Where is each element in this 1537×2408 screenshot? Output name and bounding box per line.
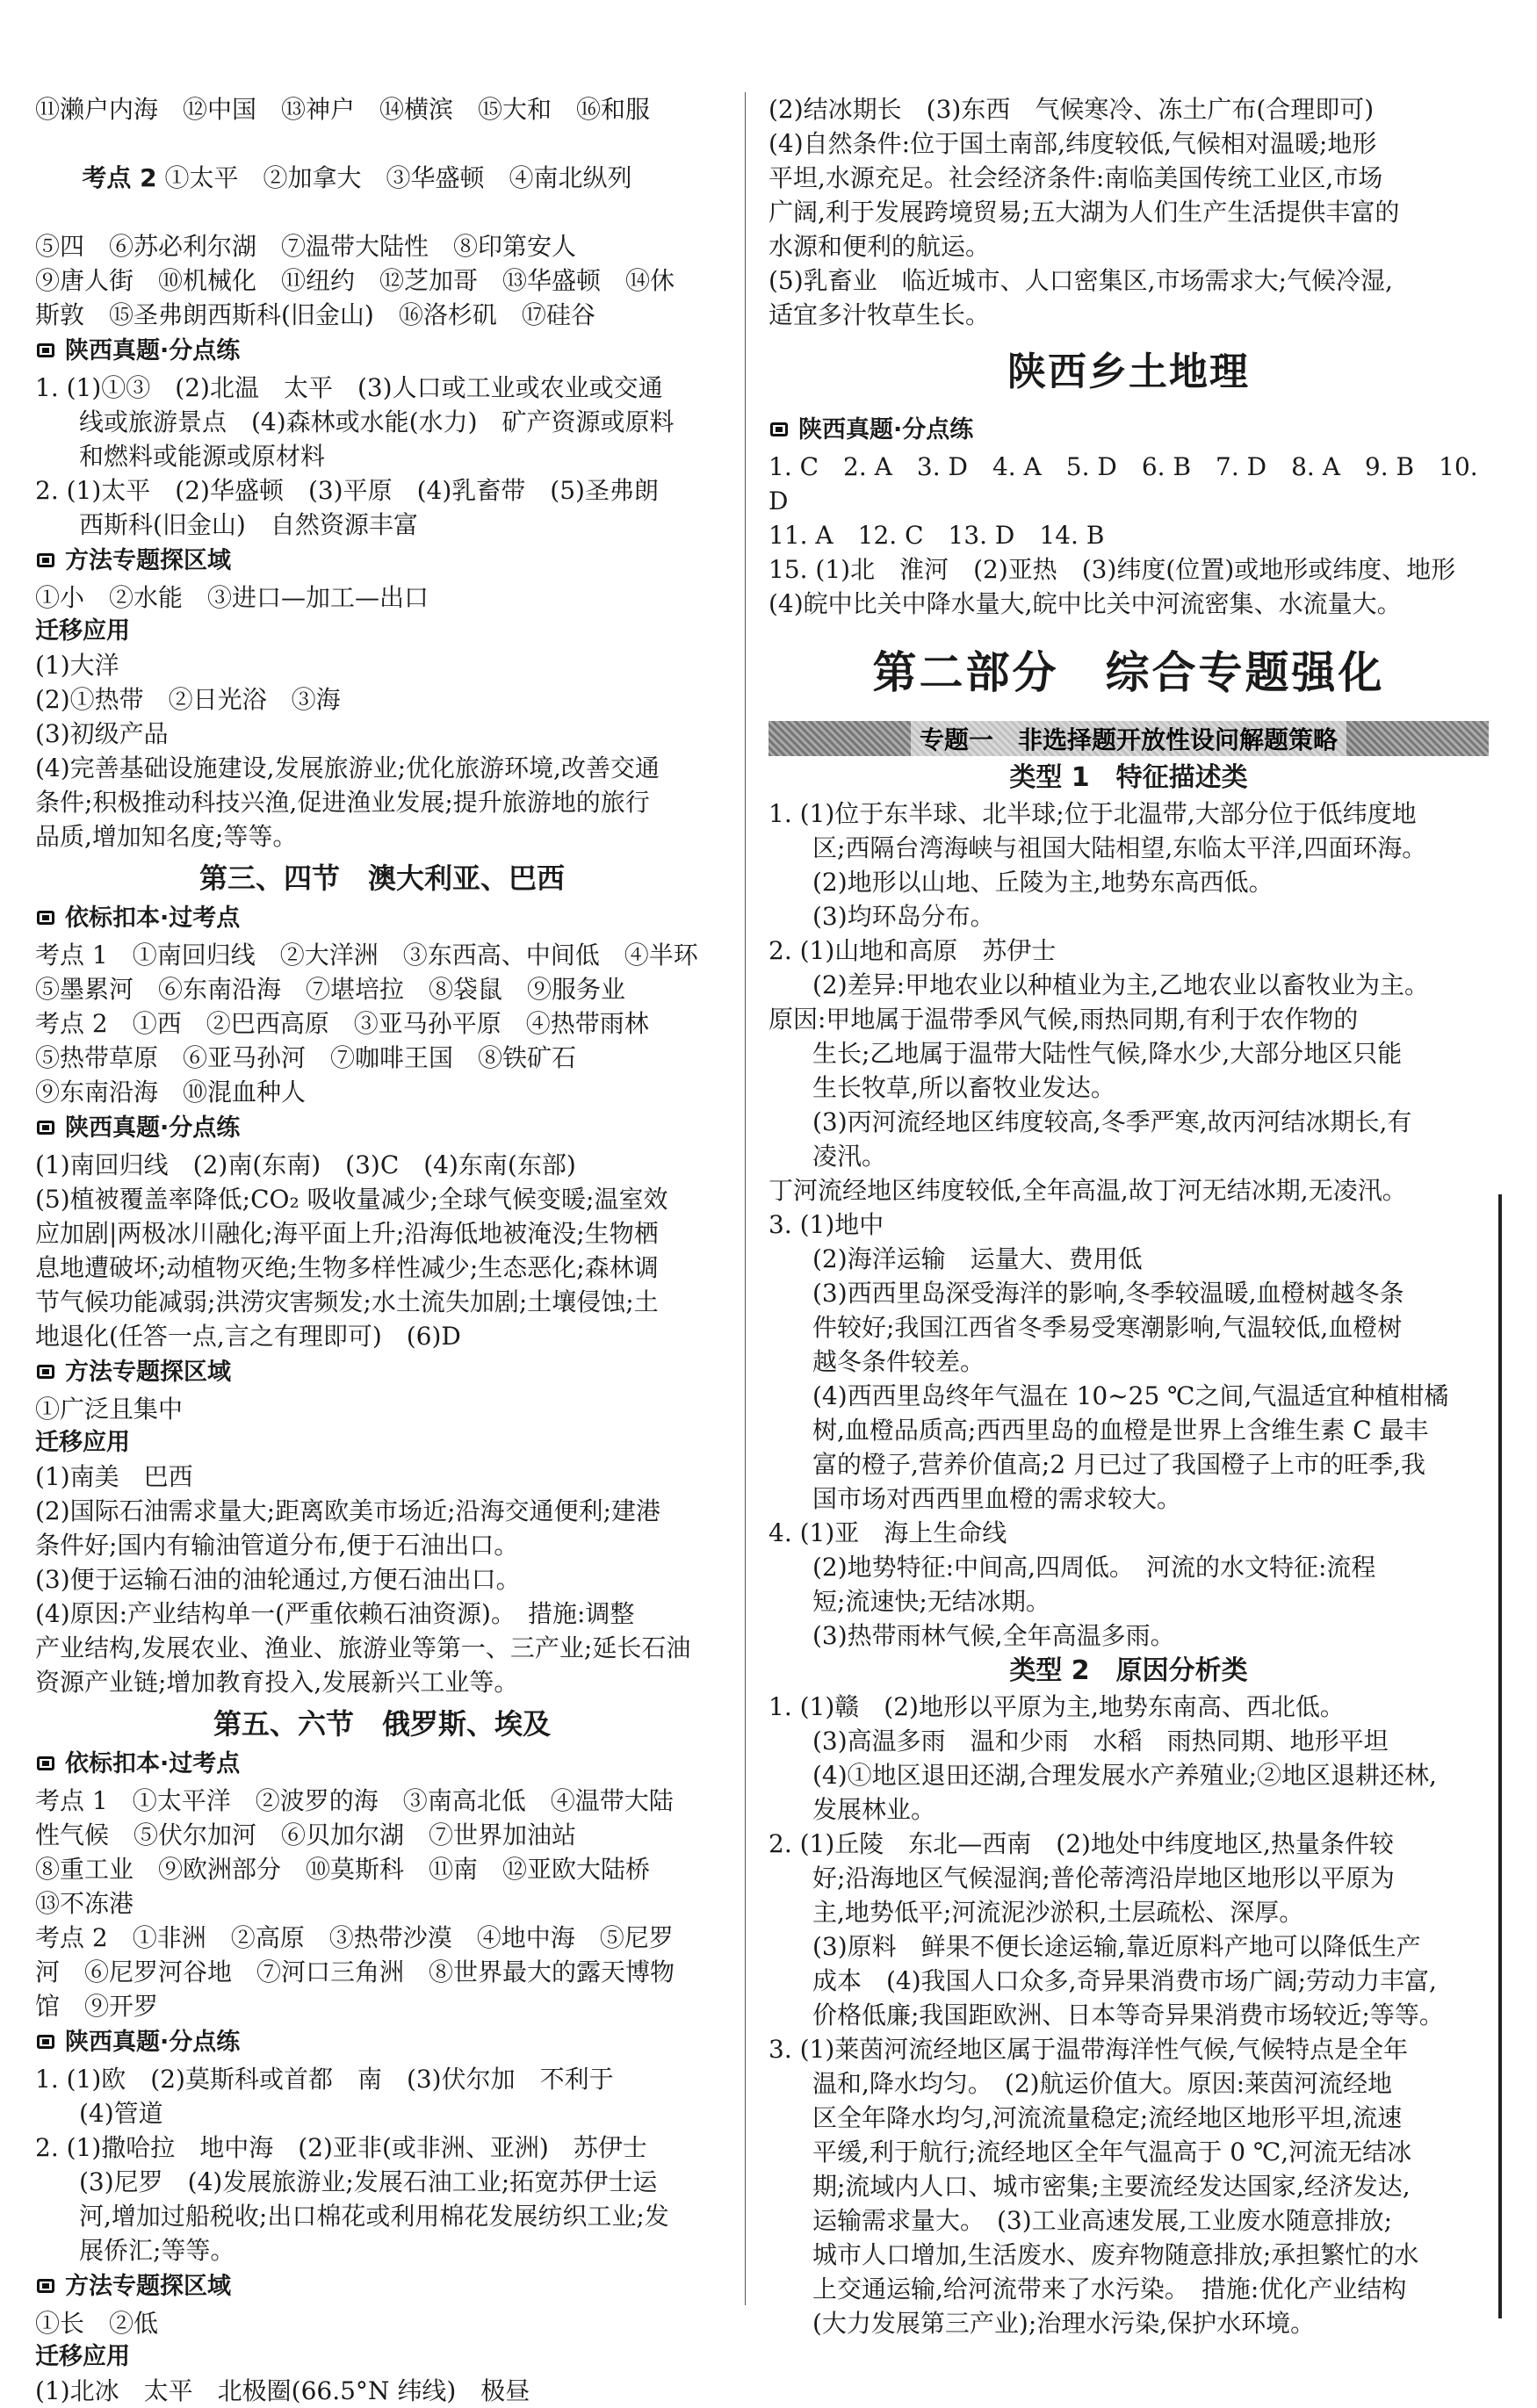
text-line: (1)南回归线 (2)南(东南) (3)C (4)东南(东部) [35,1150,576,1179]
text-line: (4)①地区退田还湖,合理发展水产养殖业;②地区退耕还林, [812,1761,1437,1790]
kaodian2-a-rest [35,229,729,332]
text-line: ⑨唐人街 ⑩机械化 ⑪纽约 ⑫芝加哥 ⑬华盛顿 ⑭休 [35,266,675,295]
right-column [768,92,1489,2340]
text-line: (1)南美 巴西 [35,1462,193,1491]
zhenti-block [35,1148,729,1353]
text-line: (2)结冰期长 (3)东西 气候寒冷、冻土广布(合理即可) [768,95,1375,124]
text-line: 1. (1)欧 (2)莫斯科或首都 南 (3)伏尔加 不利于 [35,2065,614,2094]
text-line: 2. (1)撒哈拉 地中海 (2)亚非(或非洲、亚洲) 苏伊士 [35,2133,647,2162]
heading-text: 陕西真题·分点练 [65,2029,241,2056]
text-line: 应加剧|两极冰川融化;海平面上升;沿海低地被淹没;生物栖 [35,1219,659,1248]
text-line: 好;沿海地区气候湿润;普伦蒂湾沿岸地区地形以平原为 [812,1864,1395,1893]
type-title: 类型 2 原因分析类 [1009,1655,1248,1686]
text-line: 河,增加过船税收;出口棉花或利用棉花发展纺织工业;发 [79,2202,669,2231]
text-line: (1)北冰 太平 北极圈(66.5°N 纬线) 极昼 [35,2376,530,2405]
topic-banner [768,721,1489,756]
text-line: (4)皖中比关中降水量大,皖中比关中河流密集、水流量大。 [768,589,1402,618]
heading-fangfa [35,1355,729,1390]
qianyi-block [35,2374,729,2408]
book-icon [35,909,58,928]
text-line: 1. C 2. A 3. D 4. A 5. D 6. B 7. D 8. A 9. B 10. D [768,452,1486,515]
text-line: 考点 1 ①太平洋 ②波罗的海 ③南高北低 ④温带大陆 [35,1786,674,1815]
text-line: 3. (1)莱茵河流经地区属于温带海洋性气候,气候特点是全年 [768,2035,1409,2064]
heading-zhenti [35,334,729,369]
banner-text: 专题一 非选择题开放性设问解题策略 [911,721,1346,756]
book-icon [35,2033,58,2052]
heading-text: 陕西真题·分点练 [65,1114,241,1142]
section-title: 第五、六节 俄罗斯、埃及 [213,1707,551,1741]
type2-block [768,1690,1489,2340]
heading-zhenti [35,2025,729,2060]
text-line: (2)①热带 ②日光浴 ③海 [35,685,341,714]
text-line: 节气候功能减弱;洪涝灾害频发;水土流失加剧;土壤侵蚀;土 [35,1287,659,1316]
heading-fangfa [35,2269,729,2304]
left-column [35,92,746,2405]
title-shaanxi: 陕西乡土地理 [1007,350,1250,394]
text-line: 线或旅游景点 (4)森林或水能(水力) 矿产资源或原料 [79,407,675,436]
text-line: 11. A 12. C 13. D 14. B [768,521,1105,550]
text-line: (3)原料 鲜果不便长途运输,靠近原料产地可以降低生产 [812,1932,1421,1961]
text-line: ①小 ②水能 ③进口—加工—出口 [35,583,429,612]
heading-yidian [35,1747,729,1782]
text-line: ⑨东南沿海 ⑩混血种人 [35,1078,307,1107]
text-line: (2)地势特征:中间高,四周低。 河流的水文特征:流程 [812,1553,1376,1582]
kaodian-line: ①太平 ②加拿大 ③华盛顿 ④南北纵列 [156,163,632,192]
shaanxi-block [768,450,1489,621]
text-line: 河 ⑥尼罗河谷地 ⑦河口三角洲 ⑧世界最大的露天博物 [35,1957,675,1986]
text-line: (3)丙河流经地区纬度较高,冬季严寒,故丙河结冰期长,有 [812,1107,1412,1136]
heading-zhenti [768,413,1489,448]
qianyi-block [35,648,729,854]
text-line: 息地遭破坏;动植物灭绝;生物多样性减少;生态恶化;森林调 [35,1253,659,1282]
text-line: 3. (1)地中 [768,1210,884,1239]
text-line: (4)自然条件:位于国土南部,纬度较低,气候相对温暖;地形 [768,129,1377,158]
text-line: ①长 ②低 [35,2309,159,2338]
text-line: 温和,降水均匀。 (2)航运价值大。原因:莱茵河流经地 [812,2069,1392,2098]
text-line: (3)热带雨林气候,全年高温多雨。 [812,1621,1175,1650]
text-line: (2)地形以山地、丘陵为主,地势东高西低。 [812,868,1274,897]
text-line: 馆 ⑨开罗 [35,1992,159,2021]
text-line: 丁河流经地区纬度较低,全年高温,故丁河无结冰期,无凌汛。 [768,1176,1407,1205]
text-line: (4)管道 [79,2099,163,2128]
qianyi-label: 迁移应用 [35,1429,130,1456]
text-line: ⑤四 ⑥苏必利尔湖 ⑦温带大陆性 ⑧印第安人 [35,232,577,261]
part-two-title: 第二部分 综合专题强化 [872,647,1385,698]
text-line: 凌汛。 [812,1142,887,1171]
book-icon [35,552,58,571]
heading-text: 依标扣本·过考点 [65,905,241,932]
text-line: 区全年降水均匀,河流流量稳定;流经地区地形平坦,流速 [812,2103,1403,2132]
text-line: ⑤热带草原 ⑥亚马孙河 ⑦咖啡王国 ⑧铁矿石 [35,1043,577,1072]
text-line: (3)高温多雨 温和少雨 水稻 雨热同期、地形平坦 [812,1727,1389,1756]
heading-yidian [35,901,729,936]
text-line: 品质,增加知名度;等等。 [35,822,298,851]
qianyi-label: 迁移应用 [35,617,130,645]
text-line: 平坦,水源充足。社会经济条件:南临美国传统工业区,市场 [768,163,1383,192]
text-line: ⑬不冻港 [35,1889,134,1918]
text-line: (3)初级产品 [35,719,169,748]
text-line: 广阔,利于发展跨境贸易;五大湖为人们生产生活提供丰富的 [768,198,1400,227]
text-line: 15. (1)北 淮河 (2)亚热 (3)纬度(位置)或地形或纬度、地形 [768,555,1456,584]
text-line: 期;流域内人口、城市密集;主要流经发达国家,经济发达, [812,2172,1411,2201]
top-block [768,92,1489,332]
text-line: 资源产业链;增加教育投入,发展新兴工业等。 [35,1668,519,1697]
kaodian2-a [35,126,729,229]
fangfa-block [35,2306,729,2340]
kaodian-label: 考点 2 [82,163,157,192]
zhenti-block [35,371,729,542]
heading-zhenti [35,1111,729,1146]
heading-fangfa [35,544,729,579]
text-line: 树,血橙品质高;西西里岛的血橙是世界上含维生素 C 最丰 [812,1416,1429,1445]
text-line: 城市人口增加,生活废水、废弃物随意排放;承担繁忙的水 [812,2240,1419,2269]
text-line: (4)完善基础设施建设,发展旅游业;优化旅游环境,改善交通 [35,753,660,782]
text-line: 主,地势低平;河流泥沙淤积,土层疏松、深厚。 [812,1898,1304,1927]
text-line: (2)国际石油需求量大;距离欧美市场近;沿海交通便利;建港 [35,1496,660,1525]
text-line: 越冬条件较差。 [812,1347,985,1376]
text-line: (2)差异:甲地农业以种植业为主,乙地农业以畜牧业为主。 [812,970,1429,999]
text-line: 原因:甲地属于温带季风气候,雨热同期,有利于农作物的 [768,1005,1359,1034]
text-line: 成本 (4)我国人口众多,奇异果消费市场广阔;劳动力丰富, [812,1966,1437,1995]
book-icon [35,1755,58,1774]
text-line: 富的橙子,营养价值高;2 月已过了我国橙子上市的旺季,我 [812,1450,1425,1479]
book-icon [35,2277,58,2296]
text-line: 和燃料或能源或原材料 [79,442,326,471]
text-line: 1. (1)位于东半球、北半球;位于北温带,大部分位于低纬度地 [768,799,1417,828]
book-icon [35,1363,58,1382]
heading-text: 陕西真题·分点练 [65,337,241,364]
text-line: 地退化(任答一点,言之有理即可) (6)D [35,1322,461,1351]
text-line: 2. (1)丘陵 东北—西南 (2)地处中纬度地区,热量条件较 [768,1829,1394,1858]
fangfa-block [35,580,729,615]
text-line: 水源和便利的航运。 [768,232,991,261]
text-line: 2. (1)太平 (2)华盛顿 (3)平原 (4)乳畜带 (5)圣弗朗 [35,476,659,505]
book-icon [768,421,791,440]
kaodian-block [35,1784,729,2023]
text-line: (3)便于运输石油的油轮通过,方便石油出口。 [35,1565,521,1594]
text-line: (3)尼罗 (4)发展旅游业;发展石油工业;拓宽苏伊士运 [79,2167,658,2196]
text-line: (1)大洋 [35,651,119,680]
text-line: (大力发展第三产业);治理水污染,保护水环境。 [812,2309,1316,2338]
text-line: (3)西西里岛深受海洋的影响,冬季较温暖,血橙树越冬条 [812,1279,1404,1308]
text-line: 西斯科(旧金山) 自然资源丰富 [79,510,418,539]
text-line: 运输需求量大。 (3)工业高速发展,工业废水随意排放; [812,2206,1392,2235]
text-line: 国市场对西西里血橙的需求较大。 [812,1484,1182,1513]
section-title: 第三、四节 澳大利亚、巴西 [198,862,565,895]
text-line: ①广泛且集中 [35,1395,184,1424]
text-line: 1. (1)①③ (2)北温 太平 (3)人口或工业或农业或交通 [35,373,663,402]
qianyi-block [35,1460,729,1699]
text-line: 展侨汇;等等。 [79,2236,235,2265]
text-line: 平缓,利于航行;流经地区全年气温高于 0 ℃,河流无结冰 [812,2138,1412,2166]
text-line: (2)海洋运输 运量大、费用低 [812,1244,1143,1273]
heading-text: 方法专题探区域 [65,2273,231,2300]
text-line: 考点 2 ①西 ②巴西高原 ③亚马孙平原 ④热带雨林 [35,1009,649,1038]
text-line: 考点 1 ①南回归线 ②大洋洲 ③东西高、中间低 ④半环 [35,941,698,970]
text-line: 产业结构,发展农业、渔业、旅游业等第一、三产业;延长石油 [35,1633,691,1662]
text-line: ⑧重工业 ⑨欧洲部分 ⑩莫斯科 ⑪南 ⑫亚欧大陆桥 [35,1855,651,1884]
heading-text: 方法专题探区域 [65,1359,231,1386]
text-line: 斯敦 ⑮圣弗朗西斯科(旧金山) ⑯洛杉矶 ⑰硅谷 [35,300,595,329]
zhenti-block [35,2062,729,2267]
heading-text: 方法专题探区域 [65,547,231,574]
text-line: 发展林业。 [812,1795,936,1824]
text-line: 生长牧草,所以畜牧业发达。 [812,1073,1115,1102]
text-line: 1. (1)赣 (2)地形以平原为主,地势东南高、西北低。 [768,1692,1345,1721]
type-title: 类型 1 特征描述类 [1009,762,1248,793]
heading-text: 陕西真题·分点练 [798,416,974,443]
book-icon [35,342,58,361]
text-line: (5)植被覆盖率降低;CO₂ 吸收量减少;全球气候变暖;温室效 [35,1185,668,1214]
intro-block [35,92,729,126]
text-line: 4. (1)亚 海上生命线 [768,1518,1007,1547]
text-line: 适宜多汁牧草生长。 [768,300,991,329]
text-line: 条件;积极推动科技兴渔,促进渔业发展;提升旅游地的旅行 [35,788,650,817]
book-icon [35,1119,58,1138]
text-line: 上交通运输,给河流带来了水污染。 措施:优化产业结构 [812,2275,1407,2303]
kaodian-block [35,938,729,1109]
text-line: 考点 2 ①非洲 ②高原 ③热带沙漠 ④地中海 ⑤尼罗 [35,1923,674,1952]
text-line: 2. (1)山地和高原 苏伊士 [768,936,1057,965]
text-line: 性气候 ⑤伏尔加河 ⑥贝加尔湖 ⑦世界加油站 [35,1820,577,1849]
text-line: 价格低廉;我国距欧洲、日本等奇异果消费市场较近;等等。 [812,2001,1444,2029]
qianyi-label: 迁移应用 [35,2343,130,2370]
text-line: ⑤墨累河 ⑥东南沿海 ⑦堪培拉 ⑧袋鼠 ⑨服务业 [35,975,626,1004]
text-line: 生长;乙地属于温带大陆性气候,降水少,大部分地区只能 [812,1039,1403,1068]
type1-block [768,797,1489,1653]
fangfa-block [35,1392,729,1426]
text-line: (3)均环岛分布。 [812,902,995,931]
text-line: (4)西西里岛终年气温在 10~25 ℃之间,气温适宜种植柑橘 [812,1381,1449,1410]
text-line: 条件好;国内有输油管道分布,便于石油出口。 [35,1531,519,1560]
text-line: 件较好;我国江西省冬季易受寒潮影响,气温较低,血橙树 [812,1313,1403,1342]
text-line: 区;西隔台湾海峡与祖国大陆相望,东临太平洋,四面环海。 [812,833,1427,862]
text-line: ⑪濑户内海 ⑫中国 ⑬神户 ⑭横滨 ⑮大和 ⑯和服 [35,95,651,124]
page-edge-rule [1498,1194,1502,2318]
text-line: (5)乳畜业 临近城市、人口密集区,市场需求大;气候冷湿, [768,266,1393,295]
text-line: (4)原因:产业结构单一(严重依赖石油资源)。 措施:调整 [35,1599,635,1628]
text-line: 短;流速快;无结冰期。 [812,1587,1050,1616]
heading-text: 依标扣本·过考点 [65,1750,241,1777]
